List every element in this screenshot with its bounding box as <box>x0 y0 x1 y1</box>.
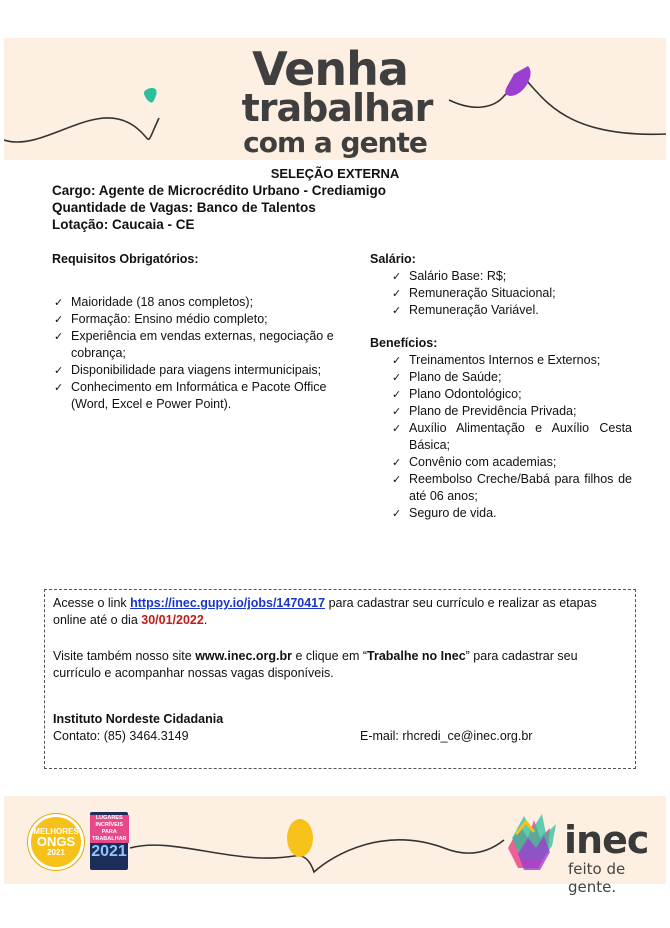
requirements-title: Requisitos Obrigatórios: <box>52 252 199 266</box>
contact-phone: Contato: (85) 3464.3149 <box>53 729 189 743</box>
header-banner <box>4 38 666 160</box>
logo-name: inec <box>564 818 649 862</box>
selection-title: SELEÇÃO EXTERNA <box>270 166 400 181</box>
list-item: ✓ Maioridade (18 anos completos); <box>52 294 357 311</box>
salary-title: Salário: <box>370 252 416 266</box>
list-item: ✓ Plano Odontológico; <box>390 386 632 403</box>
requirements-section <box>52 251 357 413</box>
site-link[interactable]: www.inec.org.br <box>195 649 292 663</box>
job-vagas: Quantidade de Vagas: Banco de Talentos <box>52 200 316 215</box>
salary-list <box>390 268 632 319</box>
visit-paragraph <box>53 648 628 682</box>
badge1-top: MELHORES <box>33 827 79 836</box>
list-item: ✓ Reembolso Creche/Babá para filhos de até 06 anos; <box>390 471 632 505</box>
deadline-date: 30/01/2022 <box>141 613 204 627</box>
benefits-title: Benefícios: <box>370 336 438 350</box>
list-item: ✓ Remuneração Variável. <box>390 302 632 319</box>
header-line-2: trabalhar <box>241 86 433 130</box>
apply-text-2: para cadastrar seu currículo e realizar as etapas online até o dia <box>53 596 597 627</box>
salary-benefits-section <box>370 251 632 522</box>
logo-tagline: feito de gente. <box>568 860 626 896</box>
visit-text: Visite também nosso site <box>53 649 196 663</box>
melhores-ongs-badge <box>28 814 84 870</box>
badge2-year: 2021 <box>91 843 127 860</box>
list-item: ✓ Treinamentos Internos e Externos; <box>390 352 632 369</box>
apply-paragraph <box>53 595 628 629</box>
benefits-list <box>390 352 632 522</box>
job-lotacao: Lotação: Caucaia - CE <box>52 217 195 232</box>
job-info <box>52 182 386 233</box>
header-line-1: Venha <box>252 42 408 96</box>
application-info-box <box>44 589 636 769</box>
badge1-mid: ONGS <box>36 834 76 849</box>
inec-logo <box>498 804 668 896</box>
lugares-incriveis-badge <box>90 812 128 870</box>
apply-dot: . <box>203 613 208 627</box>
hands-icon <box>498 808 564 878</box>
footer-banner <box>4 796 666 896</box>
trabalhe-label: Trabalhe no Inec <box>367 649 466 663</box>
org-name: Instituto Nordeste Cidadania <box>53 712 224 726</box>
header-line-3: com a gente <box>243 126 427 159</box>
list-item: ✓ Plano de Previdência Privada; <box>390 403 632 420</box>
gupy-job-link[interactable]: https://inec.gupy.io/jobs/1470417 <box>130 596 326 610</box>
list-item: ✓ Disponibilidade para viagens intermunicipais; <box>52 362 357 379</box>
job-cargo: Cargo: Agente de Microcrédito Urbano - Crediamigo <box>52 183 387 198</box>
visit-text-2: e clique em “ <box>291 649 368 663</box>
list-item: ✓ Remuneração Situacional; <box>390 285 632 302</box>
badge2-top: LUGARES INCRÍVEIS PARA TRABALHAR <box>92 815 127 842</box>
list-item: ✓ Formação: Ensino médio completo; <box>52 311 357 328</box>
list-item: ✓ Convênio com academias; <box>390 454 632 471</box>
contact-email: E-mail: rhcredi_ce@inec.org.br <box>360 729 533 743</box>
visit-text-3: ” para cadastrar seu currículo e acompanhar nossas vagas disponíveis. <box>53 649 578 680</box>
yellow-balloon <box>287 819 313 857</box>
requirements-list <box>52 294 357 413</box>
apply-text: Acesse o link <box>53 596 131 610</box>
list-item: ✓ Auxílio Alimentação e Auxílio Cesta Básica; <box>390 420 632 454</box>
list-item: ✓ Salário Base: R$; <box>390 268 632 285</box>
list-item: ✓ Experiência em vendas externas, negociação e cobrança; <box>52 328 357 362</box>
list-item: ✓ Conhecimento em Informática e Pacote Office (Word, Excel e Power Point). <box>52 379 357 413</box>
badge1-year: 2021 <box>47 848 65 857</box>
list-item: ✓ Seguro de vida. <box>390 505 632 522</box>
list-item: ✓ Plano de Saúde; <box>390 369 632 386</box>
